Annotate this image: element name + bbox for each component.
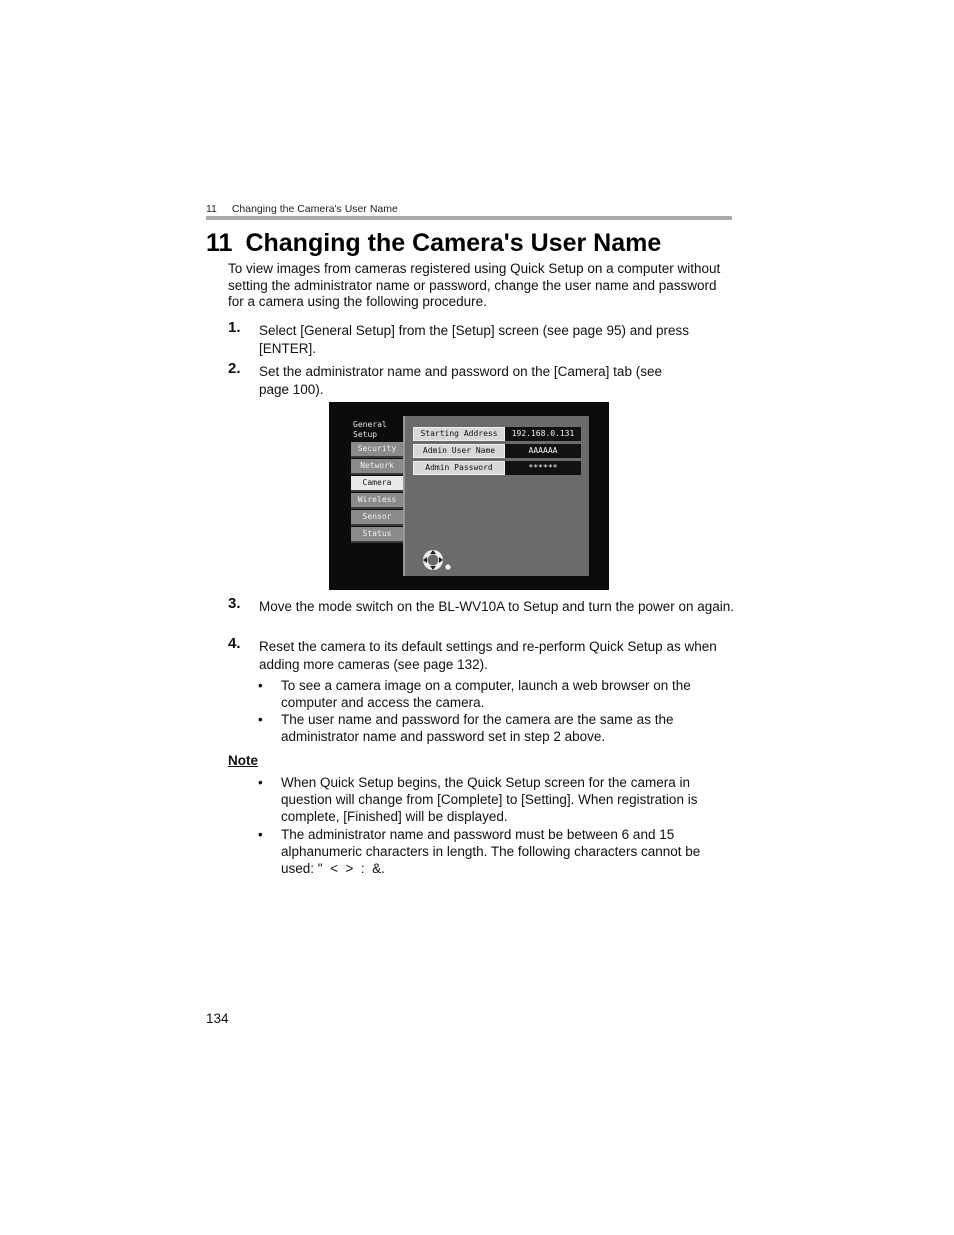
tab-security[interactable]: Security xyxy=(351,442,403,458)
step-3 xyxy=(228,595,736,616)
bullet-dot: • xyxy=(258,712,263,727)
field-value[interactable]: 192.168.0.131 xyxy=(505,427,581,441)
chapter-title-text: Changing the Camera's User Name xyxy=(245,229,662,257)
chapter-title xyxy=(206,229,661,258)
field-label: Starting Address xyxy=(413,427,505,441)
bullet-text: The user name and password for the camera are the same as the administrator name and password set in step 2 above. xyxy=(281,712,674,744)
menu-title-line2: Setup xyxy=(353,430,378,439)
field-label: Admin Password xyxy=(413,461,505,475)
menu-title-line1: General xyxy=(353,420,387,429)
note-heading: Note xyxy=(228,753,258,768)
field-label: Admin User Name xyxy=(413,444,505,458)
bullet-dot: • xyxy=(258,775,263,790)
list-item xyxy=(258,774,736,825)
remote-dpad-icon xyxy=(419,548,453,572)
step-number: 4. xyxy=(228,635,241,652)
tab-network[interactable]: Network xyxy=(351,459,403,475)
tab-status[interactable]: Status xyxy=(351,527,403,543)
camera-setup-screen xyxy=(329,402,609,590)
step-text: Move the mode switch on the BL-WV10A to Setup and turn the power on again. xyxy=(259,599,735,614)
step-4 xyxy=(228,635,736,674)
running-head-number: 11 xyxy=(206,203,217,215)
list-item xyxy=(258,711,736,745)
step-number: 2. xyxy=(228,360,241,377)
tab-wireless[interactable]: Wireless xyxy=(351,493,403,509)
step-text: Reset the camera to its default settings and re-perform Quick Setup as when adding more cameras (see page 132). xyxy=(259,639,717,672)
menu-title xyxy=(353,420,387,440)
step-number: 1. xyxy=(228,319,241,336)
tab-camera[interactable]: Camera xyxy=(351,476,403,492)
step-number: 3. xyxy=(228,595,241,612)
step-text: Set the administrator name and password on the [Camera] tab (see page 100). xyxy=(259,364,662,397)
running-head xyxy=(206,203,398,215)
bullet-text: When Quick Setup begins, the Quick Setup screen for the camera in question will change from [Complete] to [Setting]. When registration is complete, [Finished] will be displayed. xyxy=(281,775,698,824)
list-item xyxy=(258,826,736,877)
list-item xyxy=(258,677,736,711)
intro-paragraph: To view images from cameras registered using Quick Setup on a computer without setting the administrator name or password, change the user name and password for a camera using the following procedure. xyxy=(228,261,721,309)
bullet-dot: • xyxy=(258,827,263,842)
tab-sensor[interactable]: Sensor xyxy=(351,510,403,526)
page-number: 134 xyxy=(206,1011,229,1026)
step-2 xyxy=(228,360,736,399)
step-1 xyxy=(228,319,736,358)
bullet-text: The administrator name and password must be between 6 and 15 alphanumeric characters in length. The following characters cannot be used: " < > : &. xyxy=(281,827,705,876)
bullet-text: To see a camera image on a computer, launch a web browser on the computer and access the camera. xyxy=(281,678,691,710)
field-value[interactable]: AAAAAA xyxy=(505,444,581,458)
header-rule xyxy=(206,216,732,220)
field-value[interactable]: ****** xyxy=(505,461,581,475)
chapter-number: 11 xyxy=(206,229,233,257)
running-head-title: Changing the Camera's User Name xyxy=(231,203,398,215)
step-text: Select [General Setup] from the [Setup] screen (see page 95) and press [ENTER]. xyxy=(259,323,689,356)
bullet-dot: • xyxy=(258,678,263,693)
